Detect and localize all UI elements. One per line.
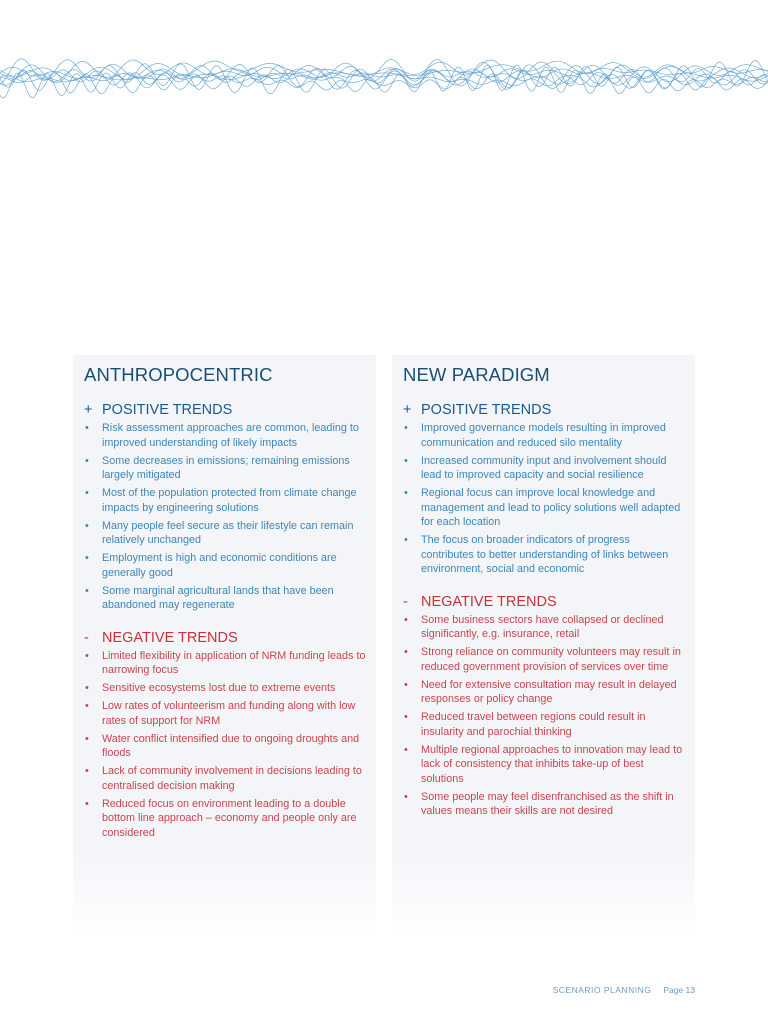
- list-item-text: Some marginal agricultural lands that have been abandoned may regenerate: [102, 584, 334, 611]
- trend-list: [84, 421, 366, 613]
- list-item-text: Many people feel secure as their lifestyle can remain relatively unchanged: [102, 519, 354, 546]
- list-item: [403, 613, 685, 642]
- list-item-text: Sensitive ecosystems lost due to extreme events: [102, 682, 336, 694]
- section-heading: [403, 401, 685, 419]
- bullet-icon: •: [404, 743, 408, 756]
- section-heading: [84, 401, 366, 419]
- list-item-text: Some business sectors have collapsed or declined significantly, e.g. insurance, retail: [421, 613, 664, 640]
- bullet-icon: •: [85, 584, 89, 597]
- list-item-text: Strong reliance on community volunteers may result in reduced government provision of services over time: [421, 646, 681, 673]
- plus-sign: +: [84, 402, 93, 418]
- bullet-icon: •: [404, 487, 408, 499]
- bullet-icon: •: [404, 534, 408, 546]
- trend-list: [84, 649, 366, 841]
- new-paradigm-column: [392, 355, 695, 940]
- bullet-icon: •: [85, 797, 89, 810]
- woven-wave-pattern: [0, 48, 768, 104]
- page-footer: [553, 985, 695, 995]
- bullet-icon: •: [85, 422, 89, 434]
- list-item: [84, 649, 366, 678]
- bullet-icon: •: [85, 454, 89, 467]
- list-item-text: Employment is high and economic conditions are generally good: [102, 552, 337, 579]
- list-item-text: Multiple regional approaches to innovation may lead to lack of consistency that inhibits take-up of best solutions: [421, 743, 683, 785]
- list-item: [403, 790, 685, 819]
- plus-sign: +: [403, 402, 412, 418]
- list-item-text: Reduced travel between regions could result in insularity and parochial thinking: [421, 711, 646, 738]
- negative-trends-section: [84, 629, 366, 841]
- column-title: ANTHROPOCENTRIC: [84, 364, 273, 385]
- list-item-text: Risk assessment approaches are common, leading to improved understanding of likely impacts: [102, 422, 359, 449]
- bullet-icon: •: [404, 613, 408, 626]
- list-item: [84, 764, 366, 793]
- list-item: [403, 533, 685, 577]
- list-item: [84, 732, 366, 761]
- list-item: [84, 797, 366, 841]
- wave-strand: [0, 61, 768, 94]
- section-heading-text: POSITIVE TRENDS: [421, 402, 552, 418]
- list-item: [403, 743, 685, 787]
- bullet-icon: •: [404, 711, 408, 723]
- minus-sign: -: [403, 593, 408, 610]
- list-item-text: Some people may feel disenfranchised as the shift in values means their skills are not desired: [421, 790, 674, 817]
- bullet-icon: •: [404, 678, 408, 691]
- list-item-text: Low rates of volunteerism and funding along with low rates of support for NRM: [102, 700, 356, 727]
- section-heading: [84, 629, 366, 647]
- bullet-icon: •: [85, 519, 89, 532]
- list-item-text: Regional focus can improve local knowledge and management and lead to policy solutions well adapted for each location: [421, 487, 681, 528]
- list-item-text: Need for extensive consultation may result in delayed responses or policy change: [421, 678, 677, 705]
- list-item: [403, 710, 685, 739]
- section-heading-text: NEGATIVE TRENDS: [102, 629, 238, 646]
- bullet-icon: •: [85, 732, 89, 745]
- wave-strand: [0, 66, 768, 94]
- list-item: [84, 699, 366, 728]
- list-item-text: Limited flexibility in application of NRM funding leads to narrowing focus: [102, 649, 366, 676]
- list-item: [84, 584, 366, 613]
- bullet-icon: •: [404, 454, 408, 467]
- positive-trends-section: [403, 401, 685, 577]
- list-item: [403, 486, 685, 530]
- footer-section-name: SCENARIO PLANNING: [552, 985, 652, 995]
- list-item: [403, 678, 685, 707]
- bullet-icon: •: [85, 700, 89, 712]
- list-item: [84, 551, 366, 580]
- column-title: NEW PARADIGM: [403, 364, 550, 385]
- section-heading-text: NEGATIVE TRENDS: [421, 593, 557, 610]
- trend-list: [403, 613, 685, 819]
- list-item-text: Lack of community involvement in decisions leading to centralised decision making: [102, 765, 362, 792]
- list-item: [84, 421, 366, 450]
- bullet-icon: •: [85, 487, 89, 499]
- trend-list: [403, 421, 685, 577]
- bullet-icon: •: [85, 682, 89, 694]
- negative-trends-section: [403, 593, 685, 819]
- list-item: [84, 519, 366, 548]
- list-item-text: The focus on broader indicators of progress contributes to better understanding of links between environment, social and economic: [421, 534, 669, 575]
- bullet-icon: •: [85, 552, 89, 564]
- list-item-text: Improved governance models resulting in improved communication and reduced silo mentality: [421, 422, 666, 449]
- list-item-text: Water conflict intensified due to ongoing droughts and floods: [102, 732, 360, 759]
- list-item: [403, 454, 685, 483]
- list-item: [403, 645, 685, 674]
- list-item-text: Most of the population protected from climate change impacts by engineering solutions: [102, 487, 357, 514]
- minus-sign: -: [84, 629, 89, 646]
- list-item: [403, 421, 685, 450]
- bullet-icon: •: [404, 646, 408, 658]
- list-item: [84, 681, 366, 696]
- list-item-text: Increased community input and involvement should lead to improved capacity and social resilience: [421, 454, 667, 481]
- section-heading: [403, 593, 685, 611]
- list-item-text: Some decreases in emissions; remaining emissions largely mitigated: [102, 454, 350, 481]
- bullet-icon: •: [404, 422, 408, 434]
- list-item: [84, 486, 366, 515]
- anthropocentric-column: [73, 355, 376, 940]
- list-item: [84, 454, 366, 483]
- bullet-icon: •: [404, 790, 408, 803]
- positive-trends-section: [84, 401, 366, 613]
- bullet-icon: •: [85, 649, 89, 662]
- list-item-text: Reduced focus on environment leading to a double bottom line approach – economy and people only are considered: [102, 797, 357, 839]
- section-heading-text: POSITIVE TRENDS: [102, 402, 233, 418]
- bullet-icon: •: [85, 765, 89, 777]
- page-number: Page 13: [663, 985, 695, 995]
